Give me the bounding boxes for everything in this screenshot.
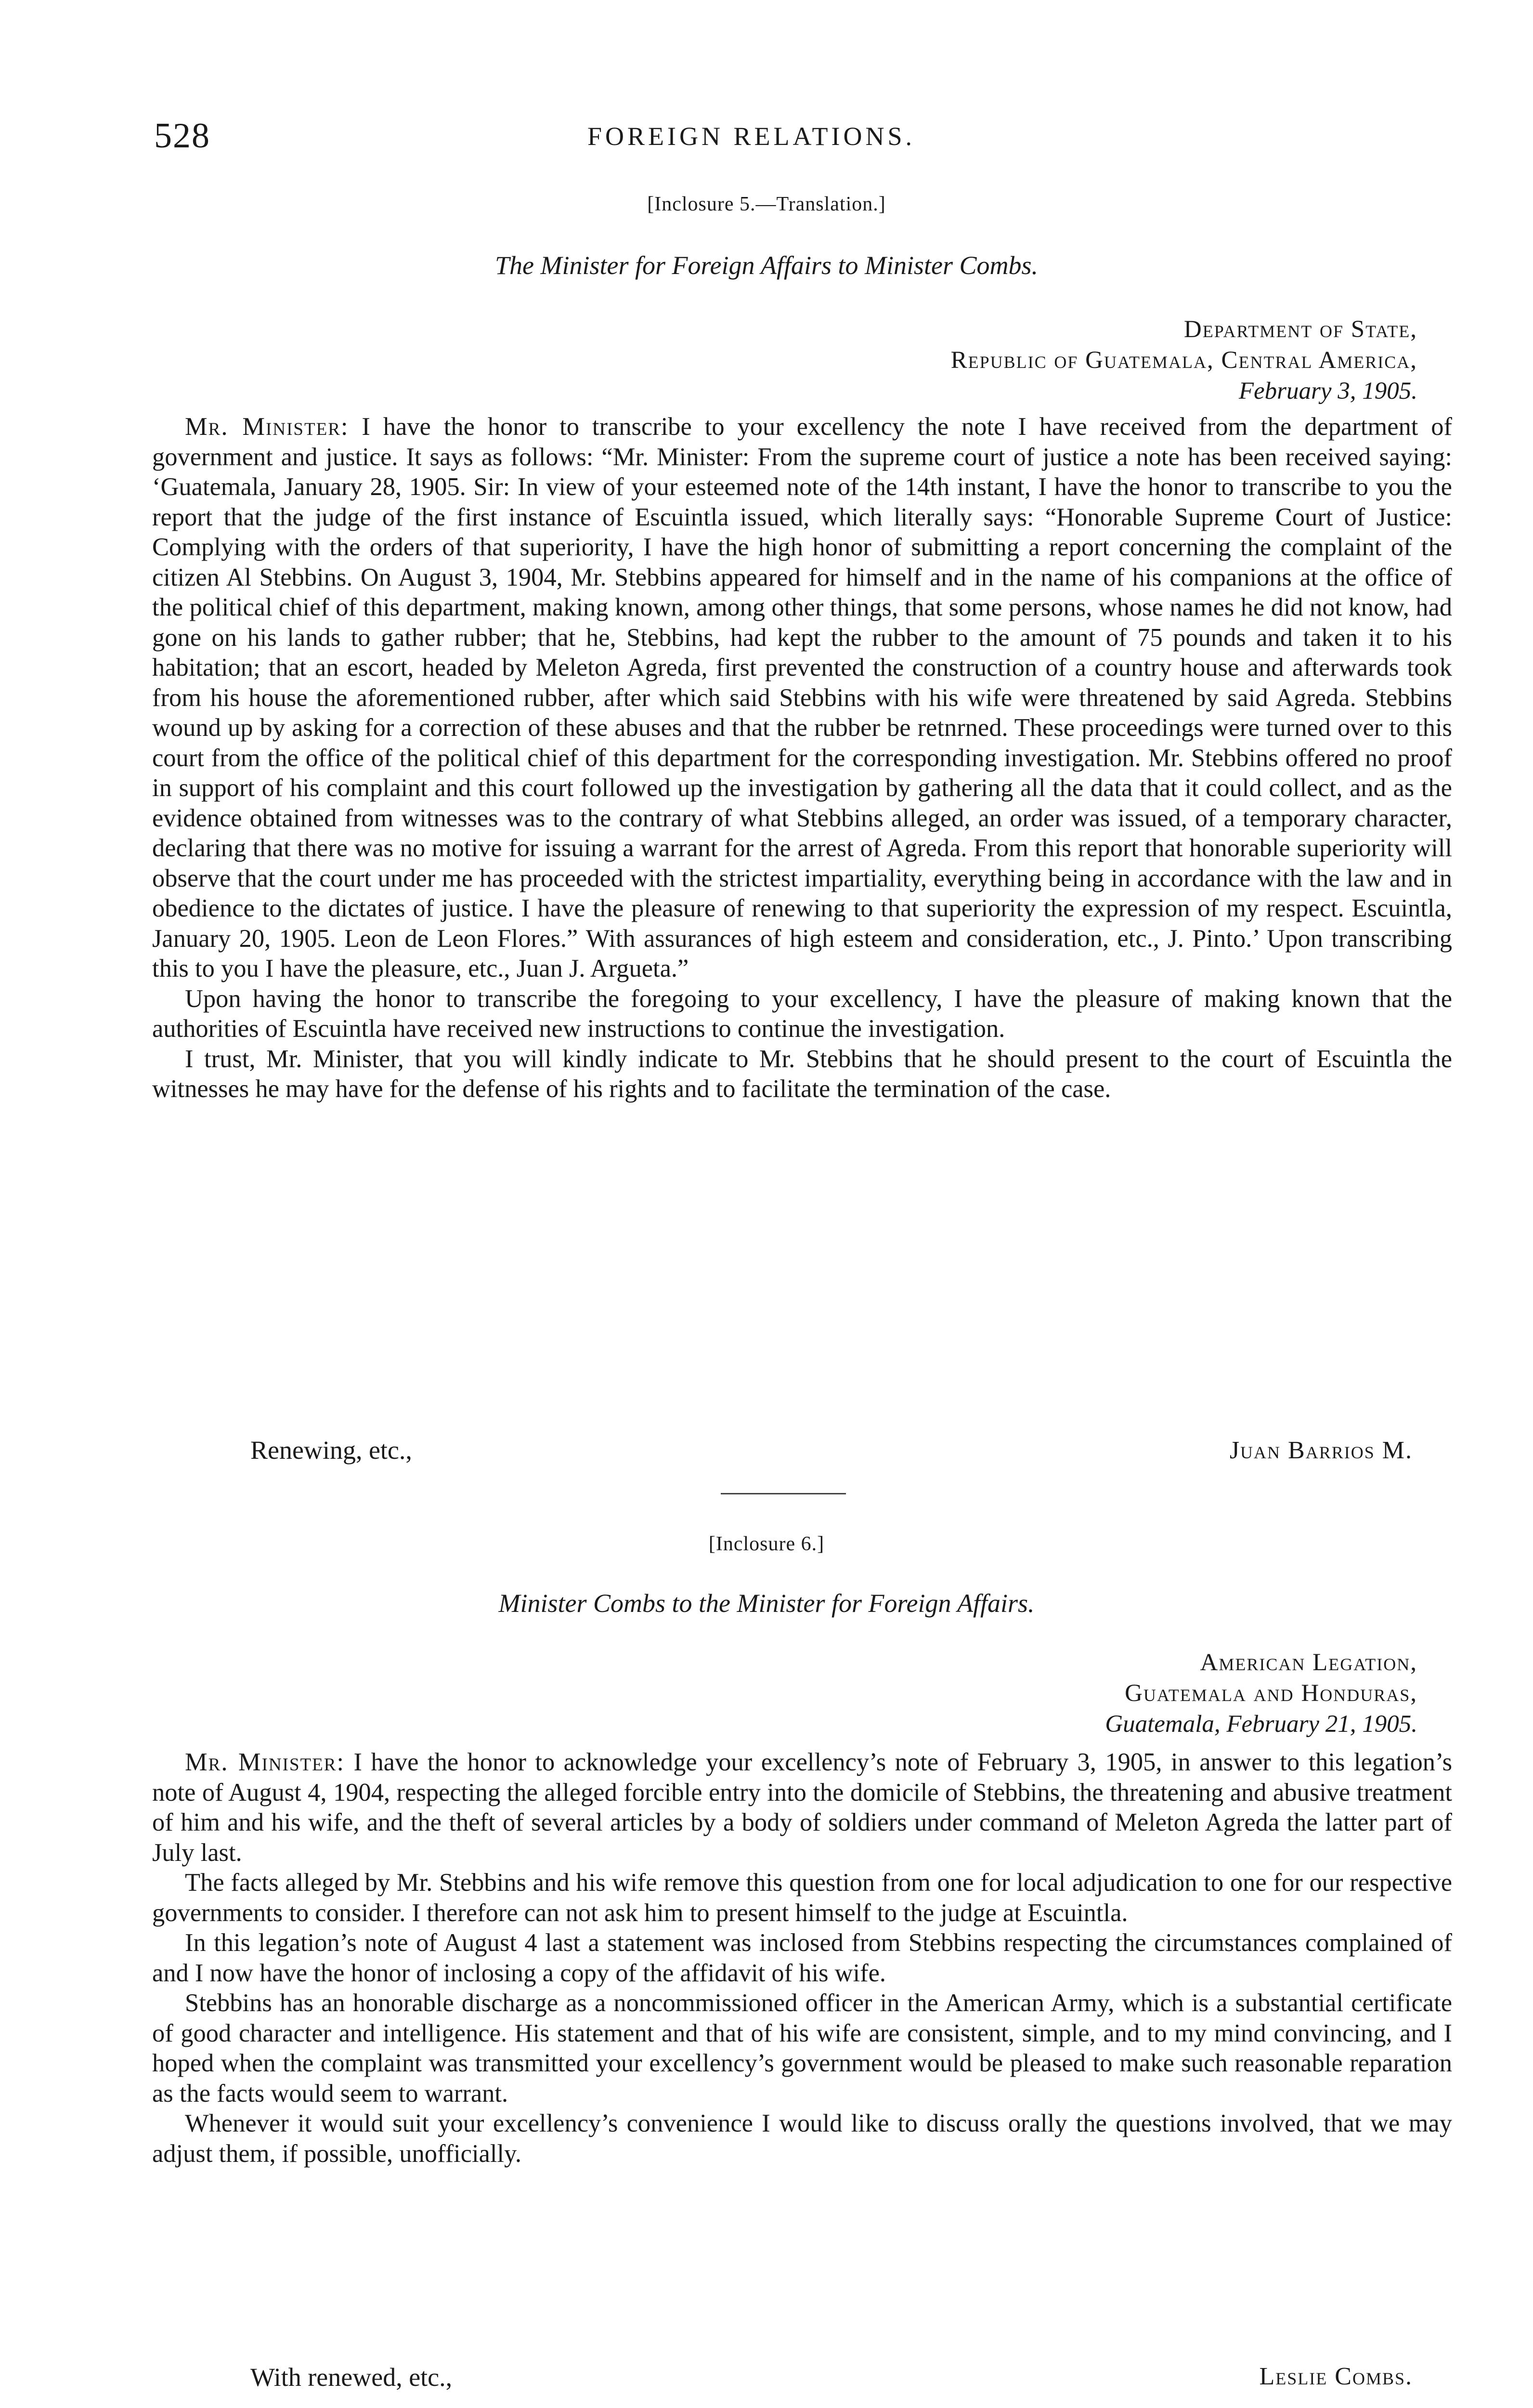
- address-line-1: American Legation,: [1200, 1649, 1417, 1676]
- salutation: Mr. Minister:: [185, 413, 349, 441]
- running-head: FOREIGN RELATIONS.: [587, 122, 916, 151]
- inclosure-6-signature: Leslie Combs.: [1259, 2363, 1413, 2390]
- inclosure-6-body: [152, 1747, 1452, 2169]
- inclosure-5-signature: Juan Barrios M.: [1229, 1437, 1413, 1464]
- paragraph-text: I have the honor to acknowledge your excellency’s note of February 3, 1905, in answer to this legation’s note of August 4, 1904, respecting the alleged forcible entry into the domicile of Stebbins, the threatening and abusive treatment of him and his wife, and the theft of several articles by a body of soldiers under command of Meleton Agreda the latter part of July last.: [152, 1748, 1452, 1867]
- inclosure-5-title: The Minister for Foreign Affairs to Minister Combs.: [494, 251, 1039, 280]
- address-line-2: Guatemala and Honduras,: [1125, 1680, 1417, 1707]
- address-line-2: Republic of Guatemala, Central America,: [950, 347, 1417, 374]
- body-paragraph: Stebbins has an honorable discharge as a noncommissioned officer in the American Army, which is a substantial certificate of good character and intelligence. His statement and that of his wife are consistent, simple, and to my mind convincing, and I hoped when the complaint was transmitted your excellency’s government would be pleased to make such reasonable reparation as the facts would seem to warrant.: [152, 1989, 1452, 2107]
- salutation: Mr. Minister:: [185, 1748, 345, 1776]
- page-number: 528: [154, 116, 210, 156]
- inclosure-6-address: [1105, 1647, 1417, 1740]
- address-date: Guatemala, February 21, 1905.: [1105, 1711, 1417, 1738]
- inclosure-6-closing: With renewed, etc.,: [250, 2363, 453, 2392]
- inclosure-5-address: [951, 314, 1417, 406]
- inclosure-6-title: Minister Combs to the Minister for Foreign Affairs.: [498, 1589, 1035, 1618]
- address-line-1: Department of State,: [1183, 316, 1417, 343]
- address-date: February 3, 1905.: [1238, 378, 1417, 405]
- inclosure-5-label: [Inclosure 5.—Translation.]: [647, 193, 886, 215]
- inclosure-6-label: [Inclosure 6.]: [708, 1533, 825, 1555]
- body-paragraph: Whenever it would suit your excellency’s convenience I would like to discuss orally the questions involved, that we may adjust them, if possible, unofficially.: [152, 2109, 1452, 2168]
- body-paragraph: [152, 1747, 1452, 1868]
- section-divider: [721, 1493, 846, 1494]
- paragraph-text: I have the honor to transcribe to your excellency the note I have received from the department of government and justice. It says as follows: “Mr. Minister: From the supreme court of justice a note has been received saying: ‘Guatemala, January 28, 1905. Sir: In view of your esteemed note of the 14th instant, I have the honor to transcribe to you the report that the judge of the first instance of Escuintla issued, which literally says: “Honorable Supreme Court of Justice: Complying with the orders of that superiority, I have the high honor of submitting a report concerning the complaint of the citizen Al Stebbins. On August 3, 1904, Mr. Stebbins appeared for himself and in the name of his companions at the office of the political chief of this department, making known, among other things, that some persons, whose names he did not know, had gone on his lands to gather rubber; that he, Stebbins, had kept the rubber to the amount of 75 pounds and taken it to his habitation; that an escort, headed by Meleton Agreda, first prevented the construction of a country house and afterwards took from his house the aforementioned rubber, after which said Stebbins with his wife were threatened by said Agreda. Stebbins wound up by asking for a correction of these abuses and that the rubber be retnrned. These proceedings were turned over to this court from the office of the political chief of this department for the corresponding investigation. Mr. Stebbins offered no proof in support of his complaint and this court followed up the investigation by gathering all the data that it could collect, and as the evidence obtained from witnesses was to the contrary of what Stebbins alleged, an order was issued, of a temporary character, declaring that there was no motive for issuing a warrant for the arrest of Agreda. From this report that honorable superiority will observe that the court under me has proceeded with the strictest impartiality, everything being in accordance with the law and in obedience to the dictates of justice. I have the pleasure of renewing to that superiority the expression of my respect. Escuintla, January 20, 1905. Leon de Leon Flores.” With assurances of high esteem and consideration, etc., J. Pinto.’ Upon transcribing this to you I have the pleasure, etc., Juan J. Argueta.”: [152, 413, 1453, 982]
- inclosure-5-closing: Renewing, etc.,: [250, 1436, 412, 1465]
- body-paragraph: Upon having the honor to transcribe the foregoing to your excellency, I have the pleasure of making known that the authorities of Escuintla have received new instructions to continue the investigation.: [152, 984, 1452, 1043]
- body-paragraph: The facts alleged by Mr. Stebbins and his wife remove this question from one for local adjudication to one for our respective governments to consider. I therefore can not ask him to present himself to the judge at Escuintla.: [152, 1869, 1452, 1927]
- body-paragraph: [152, 412, 1452, 984]
- page-header: [154, 116, 1454, 164]
- body-paragraph: In this legation’s note of August 4 last a statement was inclosed from Stebbins respecting the circumstances complained of and I now have the honor of inclosing a copy of the affidavit of his wife.: [152, 1929, 1452, 1987]
- inclosure-5-body: [152, 412, 1452, 1104]
- body-paragraph: I trust, Mr. Minister, that you will kindly indicate to Mr. Stebbins that he should present to the court of Escuintla the witnesses he may have for the defense of his rights and to facilitate the termination of the case.: [152, 1045, 1452, 1103]
